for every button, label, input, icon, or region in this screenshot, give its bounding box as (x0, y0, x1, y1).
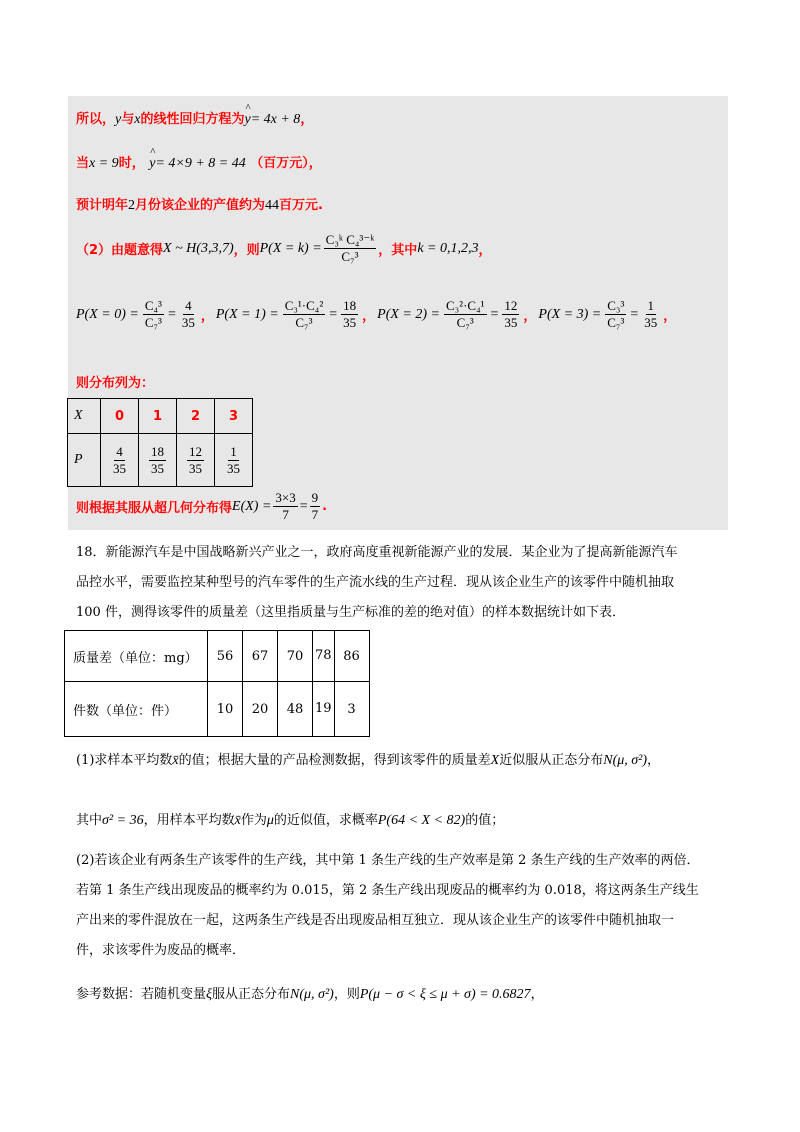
value-fraction (341, 298, 358, 331)
separator: ， (523, 309, 537, 324)
prob-lhs: P(X = 1) = (215, 306, 279, 322)
prob-lhs: P(X = 3) = (538, 306, 602, 322)
mu-symbol: μ (266, 813, 274, 828)
text: 的近似值，求概率 (273, 813, 378, 828)
text: ，则 (233, 243, 260, 258)
numerator: 18 (343, 298, 357, 313)
probability-expression: P(64 < X < 82) (377, 813, 466, 828)
comb-fraction (444, 298, 487, 331)
denominator: 35 (189, 460, 202, 476)
solution-line-forecast (76, 194, 323, 214)
table-row (68, 399, 253, 434)
numerator: 3×3 (275, 490, 296, 505)
numerator: 18 (151, 443, 164, 459)
distribution-table (67, 398, 253, 487)
var-y: y (115, 112, 122, 127)
var-x: x (134, 112, 141, 127)
normal-distribution: N(μ, σ²) (290, 987, 334, 1002)
forecast-value: 44 (265, 198, 280, 213)
denominator: 35 (227, 460, 240, 476)
table-cell (215, 434, 253, 487)
numerator: 4 (185, 298, 192, 313)
numerator: 9 (311, 490, 319, 505)
sample-mean-symbol: x̄ (234, 813, 241, 828)
text: (1)求样本平均数 (76, 753, 173, 768)
solution-line-predict (76, 152, 322, 172)
text: . (322, 499, 328, 514)
value-fraction (180, 298, 197, 331)
month-value: 2 (128, 198, 136, 213)
paragraph-line: 18．新能源汽车是中国战略新兴产业之一，政府高度重视新能源产业的发展．某企业为了提高新能源汽车 (76, 545, 678, 560)
numerator: 12 (504, 298, 518, 313)
y-hat: ^ y (244, 112, 250, 128)
prob-lhs: P(X = k) = (259, 240, 322, 256)
p-fraction (109, 444, 130, 477)
sample-mean-symbol: x̄ (172, 753, 179, 768)
numerator: 4 (116, 443, 123, 459)
paragraph-line: (2)若该企业有两条生产该零件的生产线，其中第 1 条生产线的生产效率是第 2 条生产线的生产效率的两倍． (76, 853, 700, 868)
text: 近似服从正态分布 (499, 753, 604, 768)
table-cell: 78 (313, 631, 335, 682)
table-cell (177, 434, 215, 487)
normal-distribution: N(μ, σ²) (603, 753, 648, 768)
p-fraction (223, 444, 244, 477)
x-value: 3 (228, 409, 239, 424)
text: 与 (121, 112, 135, 127)
text: 服从正态分布 (212, 987, 291, 1002)
text: ，其中 (378, 243, 418, 258)
table-cell: 10 (208, 682, 243, 737)
row-label: 质量差（单位：mg） (65, 631, 208, 682)
sample-data-table (64, 630, 370, 737)
denominator: 35 (113, 460, 126, 476)
table-cell: 20 (243, 682, 278, 737)
denominator: 35 (151, 460, 164, 476)
text: ，用样本平均数 (143, 813, 235, 828)
table-cell: 19 (313, 682, 335, 737)
numerator: 1 (230, 443, 237, 459)
text: 作为 (240, 813, 267, 828)
table-cell (215, 399, 253, 434)
text: ， (530, 987, 544, 1002)
text: 的线性回归方程为 (140, 112, 245, 127)
paragraph-line: 100 件，测得该零件的质量差（这里指质量与生产标准的差的绝对值）的样本数据统计如下表． (76, 605, 625, 620)
table-cell (139, 399, 177, 434)
value-fraction (502, 298, 519, 331)
text: ， (300, 112, 314, 127)
separator: ， (200, 309, 214, 324)
comb-fraction (143, 298, 164, 331)
numerator: 12 (189, 443, 202, 459)
denominator: 35 (644, 315, 658, 330)
table-cell: 67 (243, 631, 278, 682)
expectation-result (310, 490, 321, 523)
table-cell (101, 399, 139, 434)
comb-fraction (605, 298, 626, 331)
regression-equation: = 4x + 8 (250, 112, 301, 127)
reference-probability: P(μ − σ < ξ ≤ μ + σ) = 0.6827 (359, 987, 531, 1002)
distribution-intro: 则分布列为： (76, 376, 155, 391)
xi-symbol: ξ (206, 987, 213, 1002)
text: ， (478, 243, 492, 258)
text: （百万元）， (250, 156, 322, 171)
numerator: C₄³ (144, 298, 162, 313)
solution-line-regression (76, 108, 313, 128)
row-label: 件数（单位：件） (65, 682, 208, 737)
problem-18-intro (76, 538, 736, 628)
text: 预计明年 (76, 198, 129, 213)
table-cell (101, 434, 139, 487)
paragraph-line: 若第 1 条生产线出现废品的概率约为 0.015，第 2 条生产线出现废品的概率约为 0.018，将这两条生产线生 (76, 883, 699, 898)
condition: x = 9 (89, 156, 119, 171)
expectation-fraction (273, 490, 297, 523)
text: 其中 (76, 813, 103, 828)
prob-lhs: P(X = 2) = (377, 306, 440, 322)
comb-fraction (283, 298, 326, 331)
x-value: 2 (190, 409, 201, 424)
text: 则根据其服从超几何分布得 (76, 501, 233, 516)
value-fraction (642, 298, 659, 331)
solution-line-expectation (76, 490, 327, 523)
denominator: 7 (311, 507, 319, 522)
x-value: 1 (152, 409, 163, 424)
k-values: k = 0,1,2,3 (417, 240, 479, 256)
p-fraction (185, 444, 206, 477)
numerator: C₃ᵏ C₄³⁻ᵏ (325, 232, 375, 247)
table-cell: 56 (208, 631, 243, 682)
table-cell: 3 (334, 682, 369, 737)
text: ， (647, 753, 661, 768)
text: 的值； (465, 813, 505, 828)
text: 百万元. (279, 198, 323, 213)
text: 参考数据：若随机变量 (76, 987, 207, 1002)
expectation-lhs: E(X) = (232, 498, 272, 514)
denominator: C₇³ (144, 315, 162, 330)
solution-line-probabilities: P(X = 0) = $\frac{\text{C₄³}}{\text{C₇³}}$ = $\frac{4}{35}$ ， P(X = 1) = $\frac{\text{C₃¹·C₄²}}{\text{C₇³}}$ = $\frac{18}{35}$ ， P(X = 2) = $\frac{\text{C₃²·C₄¹}}{\text{C₇³}}$ = $\frac{12}{35}$ ， P(X = 3) = $\frac{\text{C₃³}}{\text{C₇³}}$ = $\frac{1}{35}$ ， (76, 298, 677, 330)
distribution: X ~ H(3,3,7) (163, 240, 234, 256)
denominator: C₇³ (295, 315, 313, 330)
table-cell: 70 (278, 631, 313, 682)
numerator: C₃³ (607, 298, 625, 313)
text: 当 (76, 156, 90, 171)
table-cell (177, 399, 215, 434)
denominator: C₇³ (456, 315, 474, 330)
prediction-equation: = 4×9 + 8 = 44 (155, 156, 246, 171)
denominator: 35 (343, 315, 357, 330)
variance-value: σ² = 36 (102, 813, 144, 828)
var-X: X (490, 753, 500, 768)
table-row (65, 682, 370, 737)
text: ，则 (333, 987, 360, 1002)
question-1-line-1 (76, 746, 736, 776)
prob-formula-fraction (324, 232, 377, 265)
denominator: 35 (504, 315, 518, 330)
p-fraction (147, 444, 168, 477)
denominator: 7 (282, 507, 289, 522)
text: （2）由题意得 (76, 243, 164, 258)
denominator: C₇³ (607, 315, 625, 330)
text: 月份该企业的产值约为 (135, 198, 266, 213)
denominator: C₇³ (341, 249, 359, 264)
solution-line-hypergeometric (76, 232, 492, 265)
table-cell: 86 (334, 631, 369, 682)
table-cell (139, 434, 177, 487)
reference-data (76, 980, 736, 1010)
denominator: 35 (181, 315, 195, 330)
table-cell: P (68, 434, 101, 487)
paragraph-line: 件，求该零件为废品的概率． (76, 943, 246, 958)
separator: ， (362, 309, 376, 324)
separator: ， (663, 309, 677, 324)
text: 的值；根据大量的产品检测数据，得到该零件的质量差 (178, 753, 491, 768)
prob-lhs: P(X = 0) = (76, 306, 139, 322)
y-hat: ^ y (149, 156, 155, 172)
paragraph-line: 品控水平，需要监控某种型号的汽车零件的生产流水线的生产过程．现从该企业生产的该零件中随机抽取 (76, 575, 675, 590)
paragraph-line: 产出来的零件混放在一起，这两条生产线是否出现废品相互独立．现从该企业生产的该零件中随机抽取一 (76, 913, 675, 928)
numerator: C₃²·C₄¹ (445, 298, 485, 313)
x-value: 0 (114, 409, 125, 424)
question-2 (76, 846, 736, 966)
equals: = (299, 498, 308, 514)
numerator: C₃¹·C₄² (284, 298, 324, 313)
table-cell: X (68, 399, 101, 434)
numerator: 1 (647, 298, 655, 313)
text: 时， (118, 156, 145, 171)
table-row (65, 631, 370, 682)
table-row (68, 434, 253, 487)
text: 所以， (76, 112, 116, 127)
question-1-line-2 (76, 806, 736, 836)
table-cell: 48 (278, 682, 313, 737)
